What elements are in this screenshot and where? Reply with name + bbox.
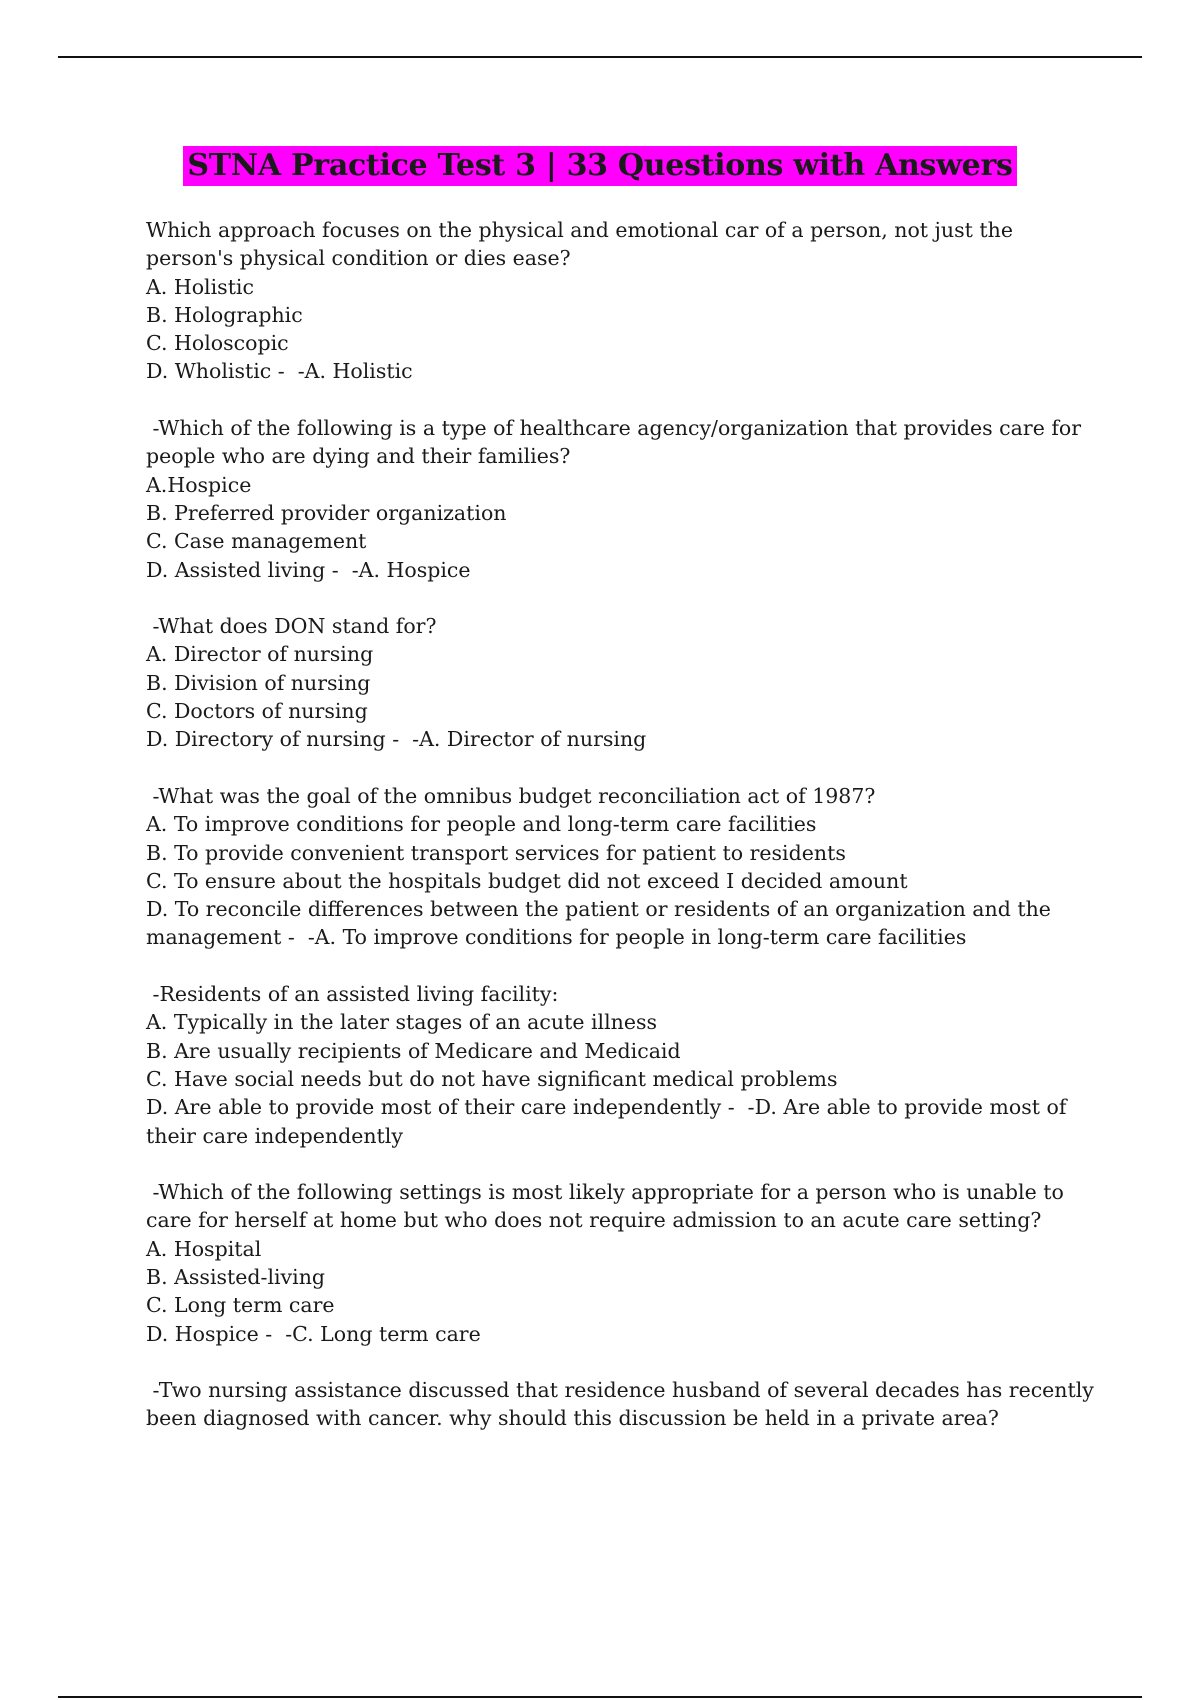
question-6-option-d-answer: D. Hospice - -C. Long term care bbox=[146, 1321, 481, 1346]
page-bottom-rule bbox=[58, 1696, 1142, 1698]
question-5-answer: their care independently bbox=[146, 1123, 403, 1148]
question-3-option-c: C. Doctors of nursing bbox=[146, 699, 368, 724]
question-2-line: people who are dying and their families? bbox=[146, 444, 571, 469]
question-block-7 bbox=[146, 1376, 1106, 1433]
question-3-option-a: A. Director of nursing bbox=[146, 642, 374, 667]
question-1-line: person's physical condition or dies ease? bbox=[146, 246, 571, 271]
question-5-line: -Residents of an assisted living facility: bbox=[146, 982, 559, 1007]
page-top-rule bbox=[58, 56, 1142, 58]
question-block-5 bbox=[146, 980, 1106, 1150]
question-2-option-b: B. Preferred provider organization bbox=[146, 500, 507, 525]
question-3-option-b: B. Division of nursing bbox=[146, 670, 371, 695]
question-2-option-c: C. Case management bbox=[146, 529, 367, 554]
question-block-6 bbox=[146, 1178, 1106, 1348]
question-block-4 bbox=[146, 782, 1106, 952]
question-1-option-b: B. Holographic bbox=[146, 302, 303, 327]
question-5-option-c: C. Have social needs but do not have significant medical problems bbox=[146, 1066, 838, 1091]
question-block-3 bbox=[146, 612, 1106, 753]
question-block-1 bbox=[146, 216, 1106, 386]
question-5-option-b: B. Are usually recipients of Medicare and Medicaid bbox=[146, 1038, 681, 1063]
question-4-answer: management - -A. To improve conditions for people in long-term care facilities bbox=[146, 925, 967, 950]
question-6-option-c: C. Long term care bbox=[146, 1293, 335, 1318]
question-7-line: been diagnosed with cancer. why should this discussion be held in a private area? bbox=[146, 1406, 999, 1431]
question-6-option-a: A. Hospital bbox=[146, 1236, 262, 1261]
question-7-line: -Two nursing assistance discussed that residence husband of several decades has recently bbox=[146, 1378, 1094, 1403]
question-1-option-a: A. Holistic bbox=[146, 274, 254, 299]
question-5-option-a: A. Typically in the later stages of an acute illness bbox=[146, 1010, 658, 1035]
question-block-2 bbox=[146, 414, 1106, 584]
question-4-line: -What was the goal of the omnibus budget reconciliation act of 1987? bbox=[146, 783, 876, 808]
question-6-line: care for herself at home but who does not require admission to an acute care setting? bbox=[146, 1208, 1042, 1233]
question-6-line: -Which of the following settings is most likely appropriate for a person who is unable to bbox=[146, 1180, 1064, 1205]
question-1-option-c: C. Holoscopic bbox=[146, 331, 289, 356]
title-container bbox=[0, 146, 1200, 186]
question-3-option-d-answer: D. Directory of nursing - -A. Director of nursing bbox=[146, 727, 647, 752]
question-2-line: -Which of the following is a type of healthcare agency/organization that provides care for bbox=[146, 416, 1082, 441]
question-4-option-d: D. To reconcile differences between the patient or residents of an organization and the bbox=[146, 897, 1051, 922]
question-2-option-a: A.Hospice bbox=[146, 472, 252, 497]
question-1-line: Which approach focuses on the physical and emotional car of a person, not just the bbox=[146, 218, 1013, 242]
document-title: STNA Practice Test 3 | 33 Questions with Answers bbox=[183, 146, 1016, 186]
document-body bbox=[146, 216, 1106, 1461]
question-5-option-d: D. Are able to provide most of their care independently - -D. Are able to provide most of bbox=[146, 1095, 1067, 1120]
question-2-option-d-answer: D. Assisted living - -A. Hospice bbox=[146, 557, 471, 582]
question-3-line: -What does DON stand for? bbox=[146, 614, 437, 639]
question-1-option-d-answer: D. Wholistic - -A. Holistic bbox=[146, 359, 413, 384]
question-4-option-b: B. To provide convenient transport services for patient to residents bbox=[146, 840, 846, 865]
question-6-option-b: B. Assisted-living bbox=[146, 1264, 326, 1289]
question-4-option-c: C. To ensure about the hospitals budget did not exceed I decided amount bbox=[146, 868, 908, 893]
question-4-option-a: A. To improve conditions for people and long-term care facilities bbox=[146, 812, 817, 837]
